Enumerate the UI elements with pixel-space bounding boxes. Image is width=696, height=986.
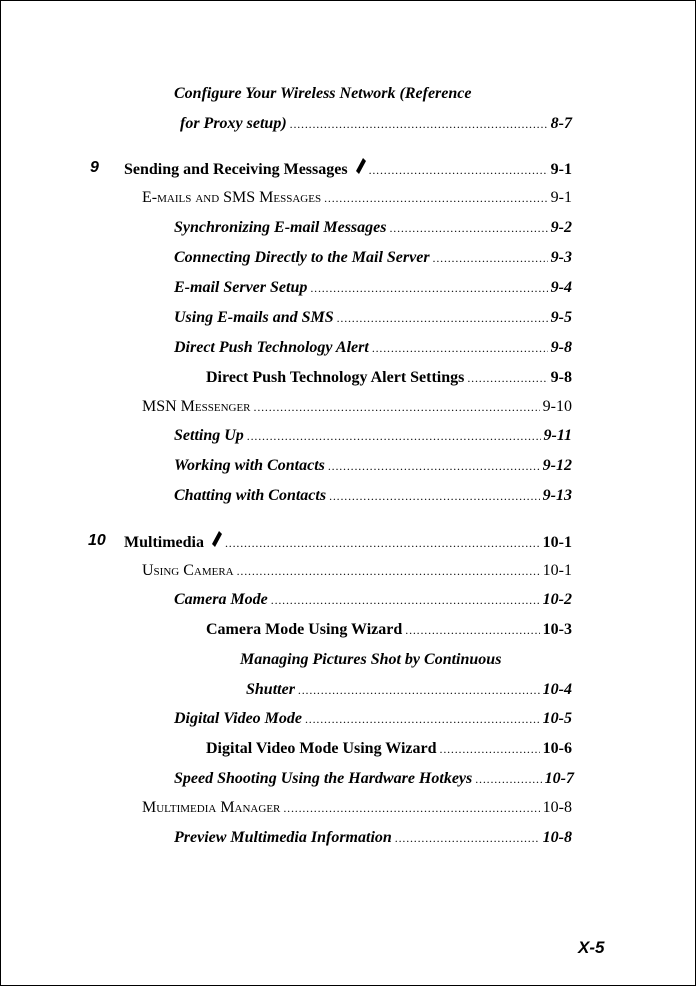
dot-leader [395,828,540,848]
toc-chapter-10[interactable] [88,531,572,553]
toc-entry-configure-cont[interactable] [180,114,572,134]
toc-page-number: 10-8 [542,829,572,846]
dot-leader [283,798,539,818]
toc-section-using-camera[interactable] [142,561,572,581]
toc-page-number: 10-1 [542,534,572,551]
dot-leader [467,368,547,388]
pencil-icon [212,531,222,553]
toc-page-number: 9-13 [542,487,572,504]
toc-entry-managing-pictures-cont[interactable] [246,680,572,700]
dot-leader [440,739,540,759]
toc-page-number: 9-1 [550,161,572,178]
toc-entry-camera-mode[interactable] [174,590,572,610]
dot-leader [337,308,548,328]
toc-page-number: 8-7 [550,115,572,132]
toc-entry-text: Using E-mails and SMS [174,309,334,326]
toc-entry-text: Using Camera [142,562,234,579]
toc-section-mm-manager[interactable] [142,798,572,818]
toc-entry-working-contacts[interactable] [174,456,572,476]
dot-leader [254,397,540,417]
toc-entry-text: Managing Pictures Shot by Continuous [240,651,502,668]
toc-page-number: 10-5 [542,710,572,727]
toc-page-number: 10-6 [542,740,572,757]
toc-page-number: 10-1 [542,562,572,579]
chapter-number: 10 [88,532,106,549]
toc-entry-video-wizard[interactable] [206,739,572,759]
toc-entry-preview-mm[interactable] [174,828,572,848]
toc-page-number: 9-11 [543,427,572,444]
toc-entry-setting-up[interactable] [174,426,572,446]
toc-entry-text: for Proxy setup) [180,115,287,132]
toc-entry-email-setup[interactable] [174,278,572,298]
toc-entry-text: Synchronizing E-mail Messages [174,219,387,236]
dot-leader [328,456,540,476]
toc-entry-direct-push-settings[interactable] [206,368,572,388]
dot-leader [237,561,540,581]
dot-leader [372,338,548,358]
toc-page-number: 10-8 [542,799,572,816]
toc-entry-text: MSN Messenger [142,398,251,415]
dot-leader [389,218,547,238]
dot-leader [433,248,548,268]
toc-entry-text: Direct Push Technology Alert Settings [206,369,465,386]
toc-entry-text: Sending and Receiving Messages [124,161,348,178]
toc-page-number: 9-1 [550,189,572,206]
toc-page-number: 9-8 [550,339,572,356]
toc-page-number: 10-4 [542,681,572,698]
toc-entry-chatting-contacts[interactable] [174,486,572,506]
pencil-icon [356,158,366,180]
toc-entry-text: Working with Contacts [174,457,325,474]
toc-page-number: 9-5 [550,309,572,326]
dot-leader [247,426,541,446]
toc-page-number: 9-3 [550,249,572,266]
toc-entry-text: Chatting with Contacts [174,487,327,504]
toc-entry-text: Direct Push Technology Alert [174,339,369,356]
toc-entry-managing-pictures[interactable] [240,650,572,670]
dot-leader [475,769,541,789]
toc-entry-camera-wizard[interactable] [206,620,572,640]
toc-entry-connect-mail[interactable] [174,248,572,268]
toc-entry-text: Multimedia Manager [142,799,281,816]
toc-entry-text: Setting Up [174,427,244,444]
toc-entry-text: E-mails and SMS Messages [142,189,322,206]
toc-entry-text: Camera Mode [174,591,268,608]
toc-page-number: 9-12 [542,457,572,474]
toc-page-number: 9-10 [542,398,572,415]
toc-entry-text: E-mail Server Setup [174,279,308,296]
toc-page-number: 10-2 [542,591,572,608]
toc-entry-text: Multimedia [124,534,204,551]
toc-entry-text: Camera Mode Using Wizard [206,621,403,638]
toc-entry-text: Digital Video Mode [174,710,302,727]
toc-entry-using-emails[interactable] [174,308,572,328]
toc-page-number: 9-4 [550,279,572,296]
toc-entry-direct-push[interactable] [174,338,572,358]
toc-section-msn[interactable] [142,397,572,417]
dot-leader [225,533,540,553]
toc-page-number: 9-8 [550,369,572,386]
dot-leader [405,620,539,640]
toc-entry-configure[interactable] [174,84,572,104]
toc-entry-speed-shooting[interactable] [174,769,574,789]
toc-section-emails-sms[interactable] [142,188,572,208]
toc-entry-text: Connecting Directly to the Mail Server [174,249,430,266]
toc-chapter-9[interactable] [90,158,572,180]
toc-entry-text: Preview Multimedia Information [174,829,392,846]
chapter-number: 9 [90,159,99,176]
toc-page-number: 10-7 [544,770,574,787]
dot-leader [369,160,548,180]
toc-entry-text: Speed Shooting Using the Hardware Hotkeys [174,770,473,787]
dot-leader [290,114,548,134]
dot-leader [329,486,540,506]
toc-page-number: 9-2 [550,219,572,236]
dot-leader [310,278,547,298]
dot-leader [271,590,540,610]
toc-entry-sync-email[interactable] [174,218,572,238]
toc-entry-text: Configure Your Wireless Network (Reference [174,85,472,102]
toc-entry-digital-video[interactable] [174,709,572,729]
toc-entry-text: Shutter [246,681,295,698]
dot-leader [305,709,540,729]
dot-leader [298,680,540,700]
page-number-footer: X-5 [578,938,605,957]
toc-page-number: 10-3 [542,621,572,638]
dot-leader [324,188,548,208]
toc-entry-text: Digital Video Mode Using Wizard [206,740,437,757]
